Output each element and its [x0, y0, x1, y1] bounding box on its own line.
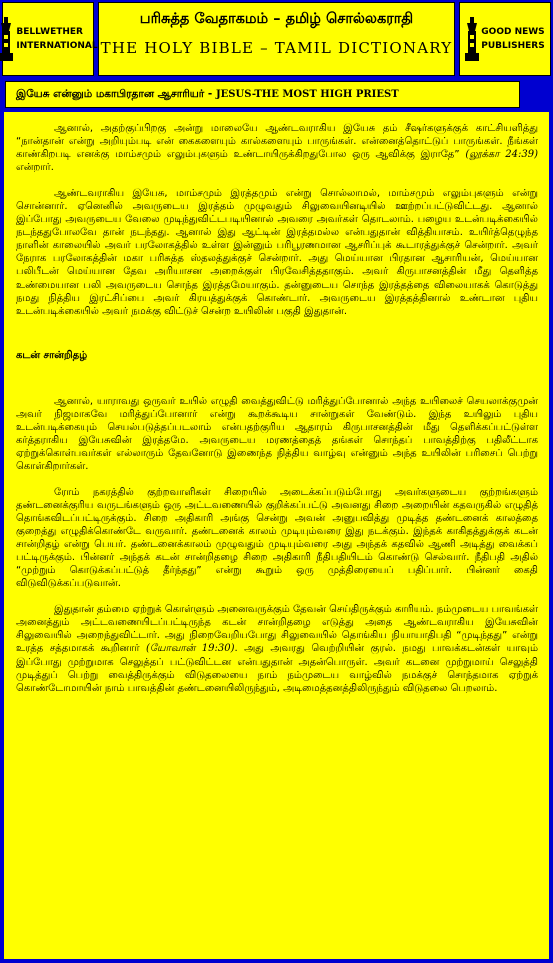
paragraph-text-after: என்றார்.: [16, 162, 54, 174]
section-paragraph-3: [16, 603, 538, 694]
title-box: [98, 2, 455, 76]
title-tamil: பரிசுத்த வேதாகமம் – தமிழ் சொல்லகராதி: [139, 11, 414, 27]
paragraph-2: [16, 187, 538, 317]
scripture-reference: (லூக்கா 24:39): [465, 149, 538, 161]
paragraph-text: ஆனால், யாராவது ஒருவர் உயில் எழுதி வைத்துவிட்டு மரித்துப்போனால் அந்த உயிலைச் செயலாக்குமுன் அவர் நிஜமாகவே மரித்துப்போனார் என்று கூறக்கூடிய சான்றுகள் வேண்டும். இந்த உயிலும் புதிய உடன்படிக்கையும் செயல்படுத்தப்படலாம் என்பதற்குரிய ஆதாரம் கிருபாசனத்தின் மீது தெளிக்கப்பட்டுள்ள கர்த்தராகிய இயேசுவின் இரத்தமே. அவருடைய மரணத்தைத் தங்கள் சொந்தப் பாவத்திற்கு பதிலீட்டாக ஏற்றுக்கொள்பவர்கள் எல்லாரும் தேவனோடு இணைந்த நித்திய வாழ்வு என்னும் அந்த உயிலின் பரிசைப் பெற்று கொள்கிறார்கள்.: [16, 395, 538, 472]
good-news-logo: [459, 2, 551, 76]
page-header: [0, 0, 553, 80]
paragraph-text-after: . அது அவரது வெற்றியின் குரல். நமது பாவக்கடன்கள் யாவும் இப்போது முற்றுமாக செலுத்தப் பட்டுவிட்டன என்பதுதான் அதன்பொருள். அவர் கடனை முற்றுமாய் செலுத்தி முடித்துப் பெற்று வைத்திருக்கும் விடுதலையை நாம் நம்முடைய வாழ்வில் நமக்குச் சொந்தமாக ஏற்றுக் கொண்டோமாயின் நாம் பாவத்தின் தண்டனையிலிருந்தும், அடிமைத்தனத்திலிருந்தும் விடுதலை பெறலாம்.: [16, 643, 538, 694]
bellwether-logo: [2, 2, 98, 76]
tower-icon: [465, 17, 479, 61]
good-news-line2: PUBLISHERS: [481, 41, 545, 51]
section-paragraph-2: [16, 486, 538, 590]
paragraph-text: ஆண்டவராகிய இயேசு, மாம்சமும் இரத்தமும் என்று சொல்லாமல், மாம்சமும் எலும்புகளும் என்று சொன்னார். ஏனெனில் அவருடைய இரத்தம் முழுவதும் சிலுவையினடியில் ஊற்றப்பட்டுவிட்டது. ஆனால் இப்போது அவருடைய வேலை முடிந்துவிட்டபடியினால் அவரை அவர்கள் தொடலாம். பழைய உடன்படிக்கையில் நடந்ததுபோலவே தான் நடந்தது. ஆனால் இது ஆட்டின் இரத்தமல்ல என்பதுதான் வித்தியாசம். உயிர்த்தெழுந்த நாளின் காலையில் அவர் பரலோகத்தில் உள்ள இன்னும் பரிபூரணமான ஆசரிப்புக் கூடாரத்துக்குச் சென்றார். அவர் நேராக பரலோகத்தின் மகா பரிசுத்த ஸ்தலத்துக்குச் சென்றார். அது மெய்யான பிரதான ஆசாரியன், மெய்யான பலிபீடன் மெய்யான தேவ அரியாசன அறைக்குள் பிரவேசித்ததாகும். அவர் கிருபாசனத்தின் மீது தெளித்த உண்மையான பலி அவருடைய சொந்த இரத்தமேயாகும். தன்னுடைய சொந்த இரத்தத்தை விலையாகக் கொடுத்து நமது நித்திய இரட்சிப்பை அவர் கிரயத்துக்குக் கொண்டார். அவருடைய இரத்தத்தினால் உண்டான புதிய உடன்படிக்கையில் அவர் நமக்கு விட்டுச் சென்ற உயிலின் பகுதி இதுதான்.: [16, 188, 538, 317]
bellwether-line1: BELLWETHER: [16, 27, 83, 37]
subject-bar: [5, 81, 520, 108]
bellwether-line2: INTERNATIONAL: [16, 41, 98, 51]
paragraph-text: ஆனால், அதற்குப்பிறகு அன்று மாலையே ஆண்டவராகிய இயேசு தம் சீஷர்களுக்குக் காட்சியளித்து “நான்தான் என்று அறியும்படி என் கைகளையும் கால்களையும் பாருங்கள். என்னைத்தொட்டுப் பாருங்கள். நீங்கள் காண்கிறபடி எனக்கு மாம்சமும் எலும்புகளும் உண்டாயிருக்கிறதுபோல ஒரு ஆவிக்கு இராதே”: [16, 123, 539, 161]
good-news-line1: GOOD NEWS: [481, 27, 545, 37]
subject-tamil: இயேசு என்னும் மகாபிரதான ஆசாரியர் -: [16, 88, 213, 100]
title-english: THE HOLY BIBLE – TAMIL DICTIONARY: [100, 39, 453, 57]
paragraph-1: [16, 122, 538, 174]
section-heading: கடன் சான்றிதழ்: [16, 349, 88, 361]
subject-wrapper: [0, 79, 527, 110]
subject-title: [16, 88, 399, 101]
subject-english: JESUS-THE MOST HIGH PRIEST: [215, 89, 399, 100]
article-body: [4, 112, 549, 959]
section-paragraph-1: [16, 395, 538, 473]
scripture-reference: (யோவான் 19:30): [146, 643, 235, 655]
paragraph-text: இதுதான் தம்மை ஏற்றுக் கொள்ளும் அனைவருக்கும் தேவன் செய்திருக்கும் காரியம். நம்முடைய பாவங்கள் அனைத்தும் அட்டவணையிடப்பட்டிருந்த கடன் சான்றிதழை எடுத்து அதை ஆண்டவராகிய இயேசுவின் சிலுவையில் அறைந்துவிட்டார். அது நிறைவேறியபோது சிலுவையில் தொங்கிய நியாயாதிபதி “முடிந்தது” என்று உரத்த சத்தமாகக் கூறினார்: [16, 604, 538, 655]
tower-icon: [0, 17, 14, 61]
paragraph-text: ரோம் நகரத்தில் குற்றவாளிகள் சிறையில் அடைக்கப்படும்போது அவர்களுடைய குற்றங்களும் தண்டனைக்குரிய வருடங்களும் ஒரு அட்டவணையில் குறிக்கப்பட்டு அவனது சிறை அறையின் கதவருகில் எழுதித் தொங்கவிடப்பட்டிருக்கும். சிறை அதிகாரி அங்கு சென்று அவன் அனுபவித்து முடித்த தண்டனைக் காலத்தை குறைத்து எழுதிக்கொண்டே வருவார். தண்டனைக் காலம் முடியும்வரை இது நடக்கும். இந்தக் காகிதத்துக்குக் கடன் சான்றிதழ் என்று பெயர். தண்டனைக்காலம் முழுவதும் முடியும்வரை அது அந்தக் கதவில் ஆணி அடித்து வைக்கப் பட்டிருக்கும். பின்னர் அந்தக் கடன் சான்றிதழை சிறை அதிகாரி நீதிபதியிடம் கொண்டு செல்வார். நீதிபதி அதில் “முற்றும் கொடுக்கப்பட்டுத் தீர்ந்தது” என்று கூறும் ஒரு முத்திரையைப் பதிப்பார். பின்னர் கைதி விடுவிடுக்கப்படுவான்.: [16, 486, 538, 590]
